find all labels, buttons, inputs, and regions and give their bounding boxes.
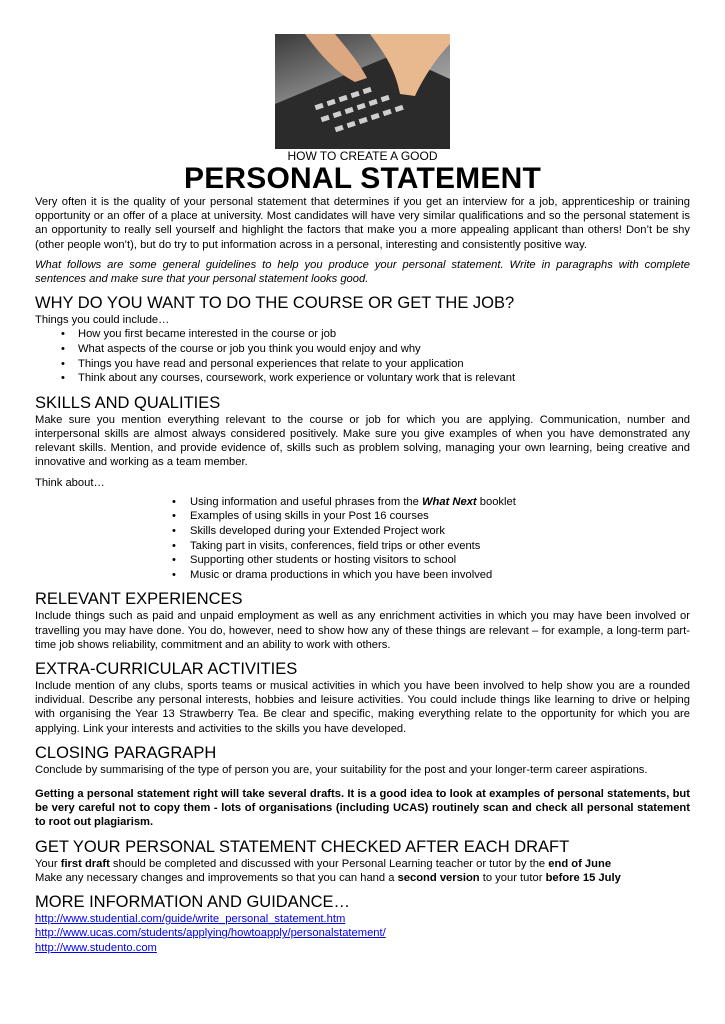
kicker-text: HOW TO CREATE A GOOD: [287, 149, 438, 163]
document-page: [35, 34, 690, 955]
section-heading-why: WHY DO YOU WANT TO DO THE COURSE OR GET THE JOB?: [35, 294, 515, 313]
link-studential[interactable]: http://www.studential.com/guide/write_personal_statement.htm: [35, 913, 346, 926]
list-item: • Music or drama productions in which you have been involved: [35, 568, 690, 583]
text-run: to your tutor: [479, 871, 546, 884]
checked-line-1: [35, 857, 690, 871]
closing-warning: Getting a personal statement right will take several drafts. It is a good idea to look at examples of personal statements, but be very careful not to copy them - lots of organisations (including UCAS) routinely scan and check all personal statement to root out plagiarism.: [35, 788, 690, 829]
list-item-text: booklet: [476, 495, 516, 508]
text-run: before 15 July: [545, 871, 621, 884]
intro-paragraph: Very often it is the quality of your personal statement that determines if you get an interview for a job, apprenticeship or training opportunity or an offer of a place at university. Most candidates will have very similar qualifications and so the personal statement is an opportunity to really sell yourself and highlight the factors that make you a more appealing applicant than others! Don’t be shy (other people won’t), but do try to put information across in a personal, interesting and consistently positive way.: [35, 196, 690, 251]
text-run: Your: [35, 857, 61, 870]
checked-line-2: [35, 871, 690, 885]
page-title: PERSONAL STATEMENT: [184, 162, 541, 195]
closing-body: Conclude by summarising of the type of person you are, your suitability for the post and your longer-term career aspirations.: [35, 763, 648, 776]
intro-guidelines: What follows are some general guidelines to help you produce your personal statement. Write in paragraphs with complete sentences and make sure that your personal statement looks good.: [35, 258, 690, 286]
text-run: first draft: [60, 857, 110, 870]
list-item: • Examples of using skills in your Post 16 courses: [35, 509, 690, 524]
why-lead: Things you could include…: [35, 314, 170, 327]
list-item: • Supporting other students or hosting visitors to school: [35, 553, 690, 568]
section-heading-skills: SKILLS AND QUALITIES: [35, 393, 221, 412]
text-run: second version: [397, 871, 480, 884]
list-item: • What aspects of the course or job you think you would enjoy and why: [35, 342, 690, 357]
list-item: • Taking part in visits, conferences, field trips or other events: [35, 539, 690, 554]
link-studento[interactable]: http://www.studento.com: [35, 941, 157, 954]
list-item: • How you first became interested in the course or job: [35, 327, 690, 342]
text-run: should be completed and discussed with your Personal Learning teacher or tutor by the: [109, 857, 549, 870]
list-item: [35, 495, 690, 510]
list-item: • Things you have read and personal experiences that relate to your application: [35, 357, 690, 372]
list-item: • Skills developed during your Extended Project work: [35, 524, 690, 539]
booklet-name: What Next: [421, 495, 477, 508]
section-heading-closing: CLOSING PARAGRAPH: [35, 743, 217, 762]
text-run: end of June: [548, 857, 612, 870]
section-heading-relevant: RELEVANT EXPERIENCES: [35, 590, 243, 609]
keyboard-hands-image: [275, 34, 450, 149]
skills-think: Think about…: [35, 476, 105, 489]
text-run: Make any necessary changes and improvements so that you can hand a: [35, 871, 398, 884]
list-item-text: Using information and useful phrases from the: [190, 495, 422, 508]
relevant-body: Include things such as paid and unpaid employment as well as any enrichment activities in which you may have been involved or travelling you may have done. You do, however, need to show how any of these things are relevant – for example, a long-term part-time job shows reliability, commitment and an ability to work with others.: [35, 610, 690, 651]
list-item: • Think about any courses, coursework, work experience or voluntary work that is relevant: [35, 371, 690, 386]
section-heading-extra: EXTRA-CURRICULAR ACTIVITIES: [35, 659, 298, 678]
link-ucas[interactable]: http://www.ucas.com/students/applying/howtoapply/personalstatement/: [35, 927, 386, 940]
skills-list: [35, 495, 690, 583]
skills-body: Make sure you mention everything relevant to the course or job for which you are applying. Communication, number and interpersonal skills are almost always considered positively. Make sure you give examples of when you have demonstrated any relevant skills. Mention, and provide evidence of, skills such as problem solving, managing your own learning, being creative and innovative and working as a team member.: [35, 413, 690, 469]
section-heading-checked: GET YOUR PERSONAL STATEMENT CHECKED AFTER EACH DRAFT: [35, 837, 570, 856]
extra-body: Include mention of any clubs, sports teams or musical activities in which you have been involved to help show you are a rounded individual. Describe any personal interests, hobbies and leisure activities. You could include things like learning to drive or helping with organising the Year 13 Strawberry Tea. Be clear and specific, making everything relate to the opportunity for which you are applying. Link your interests and activities to the skills you have developed.: [35, 679, 690, 735]
section-heading-more: MORE INFORMATION AND GUIDANCE…: [35, 893, 351, 912]
why-list: [35, 327, 690, 385]
